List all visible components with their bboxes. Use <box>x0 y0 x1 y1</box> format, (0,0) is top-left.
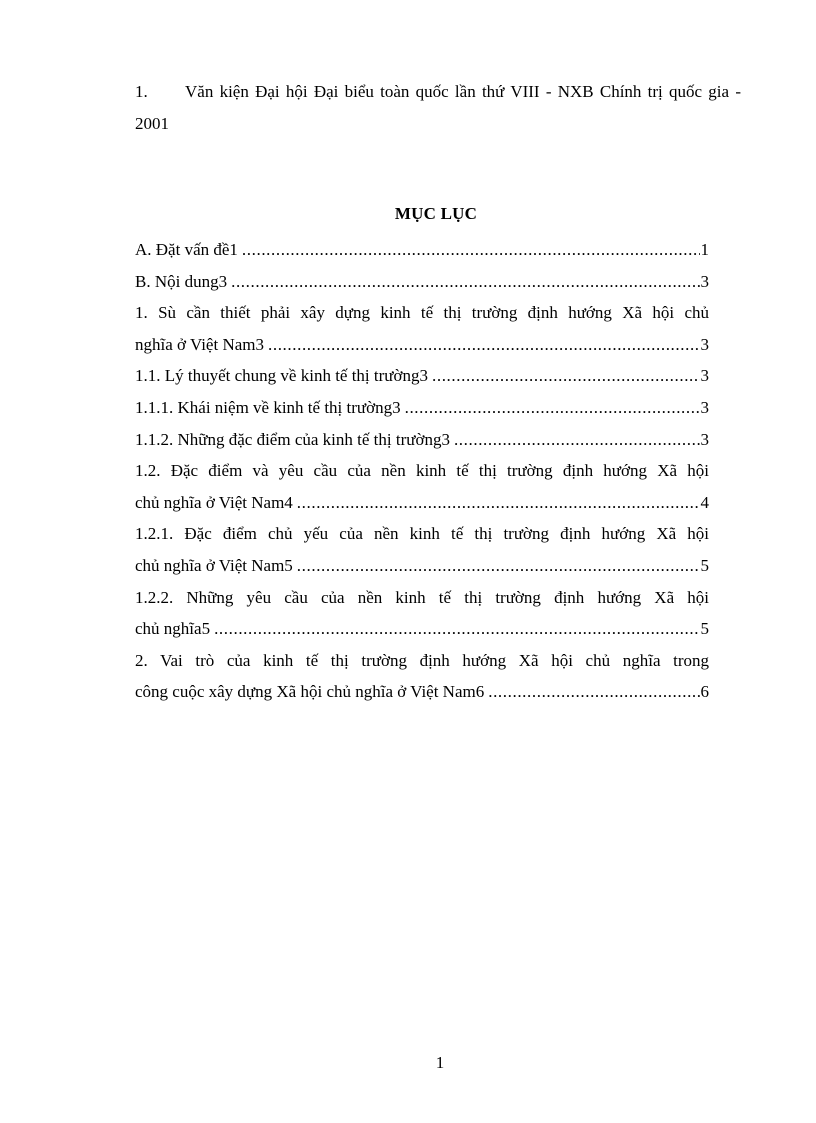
toc-entry-first-line: 1.2.1. Đặc điểm chủ yếu của nền kinh tế thị trường định hướng Xã hội <box>135 524 709 544</box>
reference-item <box>135 76 741 140</box>
toc-entry-text: công cuộc xây dựng Xã hội chủ nghĩa ở Việt Nam6 <box>135 682 485 702</box>
toc-entry-page: 3 <box>700 366 709 386</box>
toc-entry-text: chủ nghĩa ở Việt Nam5 <box>135 555 293 575</box>
toc-entry-text: chủ nghĩa5 <box>135 619 211 639</box>
toc-entry-page: 5 <box>700 619 709 639</box>
toc-entry[interactable] <box>135 234 709 266</box>
toc-entry-first-line: 1.2.2. Những yêu cầu của nền kinh tế thị trường định hướng Xã hội <box>135 587 709 607</box>
toc-entry-text: chủ nghĩa ở Việt Nam4 <box>135 492 293 512</box>
toc-entry-text: 1.1.1. Khái niệm về kinh tế thị trường3 <box>135 397 401 417</box>
toc-title: MỤC LỤC <box>394 204 478 223</box>
toc-entry[interactable] <box>135 455 709 518</box>
toc-entry[interactable] <box>135 518 709 581</box>
toc-entry-text: A. Đặt vấn đề1 <box>135 240 238 259</box>
toc-leader-dots <box>297 487 700 519</box>
toc-entry-text: 1.1.2. Những đặc điểm của kinh tế thị trường3 <box>135 429 450 449</box>
toc-entry-page: 3 <box>700 271 709 291</box>
toc-entry-text: nghĩa ở Việt Nam3 <box>135 334 264 354</box>
toc-leader-dots <box>242 234 700 266</box>
toc-entry[interactable] <box>135 266 709 298</box>
toc-entry[interactable] <box>135 424 709 456</box>
toc-entry[interactable] <box>135 582 709 645</box>
toc-entry-first-line: 2. Vai trò của kinh tế thị trường định hướng Xã hội chủ nghĩa trong <box>135 650 709 670</box>
toc-entry[interactable] <box>135 360 709 392</box>
toc-entry-page: 6 <box>700 682 709 702</box>
toc-leader-dots <box>454 424 700 456</box>
toc-entry-page: 1 <box>700 240 709 259</box>
toc-entry-page: 3 <box>700 334 709 354</box>
reference-number: 1. <box>135 82 148 101</box>
toc-entry-page: 3 <box>700 429 709 449</box>
toc-leader-dots <box>268 329 700 361</box>
toc-entry-page: 4 <box>700 492 709 512</box>
reference-text: Văn kiện Đại hội Đại biểu toàn quốc lần thứ VIII - NXB Chính trị quốc gia - 2001 <box>135 82 741 133</box>
toc-leader-dots <box>432 360 700 392</box>
toc-entry-page: 3 <box>700 397 709 417</box>
toc-entry-page: 5 <box>700 555 709 575</box>
toc-leader-dots <box>405 392 700 424</box>
toc-entry-first-line: 1. Sù cần thiết phải xây dựng kinh tế thị trường định hướng Xã hội chủ <box>135 303 709 323</box>
toc-leader-dots <box>231 266 699 298</box>
toc-leader-dots <box>297 550 700 582</box>
toc-entry-text: B. Nội dung3 <box>135 271 228 291</box>
toc-entry[interactable] <box>135 392 709 424</box>
toc-entry[interactable] <box>135 297 709 360</box>
toc-leader-dots <box>488 676 699 708</box>
page-number: 1 <box>435 1053 445 1072</box>
toc-entry-text: 1.1. Lý thuyết chung về kinh tế thị trường3 <box>135 366 428 386</box>
table-of-contents <box>135 234 709 708</box>
toc-leader-dots <box>214 613 699 645</box>
toc-entry[interactable] <box>135 645 709 708</box>
toc-entry-first-line: 1.2. Đặc điểm và yêu cầu của nền kinh tế thị trường định hướng Xã hội <box>135 461 709 481</box>
